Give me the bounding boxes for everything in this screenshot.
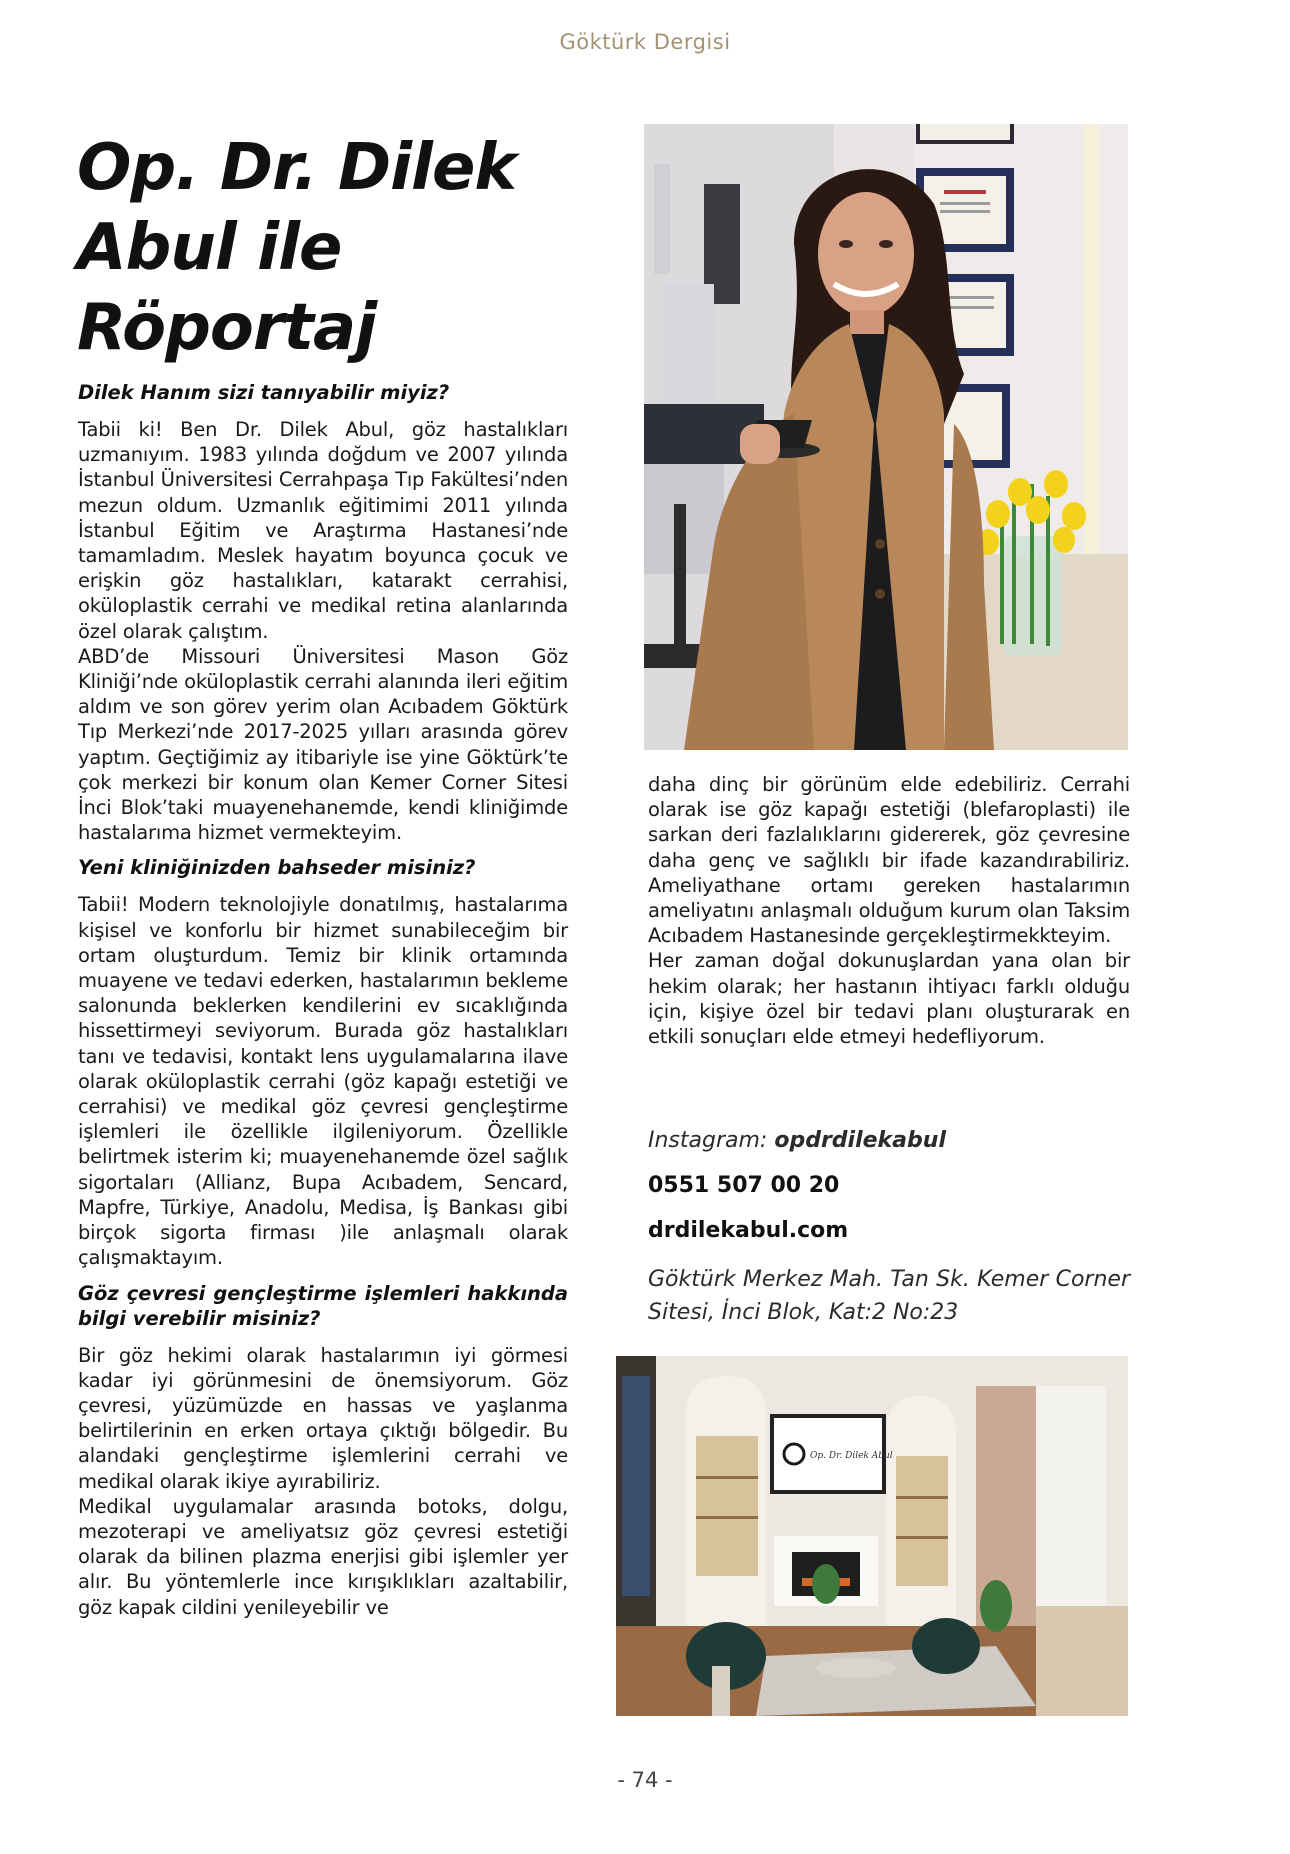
- magazine-header: Göktürk Dergisi: [559, 30, 731, 54]
- clinic-tv-sign: Op. Dr. Dilek Abul: [810, 1451, 893, 1461]
- left-column: [78, 380, 568, 1620]
- article-title: [77, 128, 597, 368]
- doctor-portrait-photo: [644, 124, 1128, 750]
- question-3: Göz çevresi gençleştirme işlemleri hakkında bilgi verebilir misiniz?: [78, 1281, 568, 1330]
- phone-number[interactable]: 0551 507 00 20: [648, 1173, 840, 1198]
- title-line-3: Röportaj: [77, 291, 377, 365]
- answer-1-paragraph-1: Tabii ki! Ben Dr. Dilek Abul, göz hastalıkları uzmanıyım. 1983 yılında doğdum ve 2007 yılında İstanbul Üniversitesi Cerrahpaşa Tıp Fakültesi’nden mezun oldum. Uzmanlık eğitimimi 2011 yılında İstanbul Eğitim ve Araştırma Hastanesi’nde tamamladım. Meslek hayatım boyunca çocuk ve erişkin göz hastalıkları, katarakt cerrahisi, oküloplastik cerrahi ve medikal retina alanlarında özel olarak çalıştım.: [78, 418, 568, 643]
- clinic-interior-photo: [616, 1356, 1128, 1716]
- question-1: Dilek Hanım sizi tanıyabilir miyiz?: [78, 381, 450, 404]
- right-column: [648, 772, 1130, 1049]
- clinic-address: Göktürk Merkez Mah. Tan Sk. Kemer Corner Sitesi, İnci Blok, Kat:2 No:23: [648, 1267, 1130, 1325]
- contact-block: [648, 1128, 1130, 1329]
- question-2: Yeni kliniğinizden bahseder misiniz?: [78, 856, 476, 880]
- website-link[interactable]: drdilekabul.com: [648, 1218, 849, 1243]
- answer-1-paragraph-2: ABD’de Missouri Üniversitesi Mason Göz Kliniği’nde oküloplastik cerrahi alanında ileri eğitim aldım ve son görev yerim olan Acıbadem Göktürk Tıp Merkezi’nde 2017-2025 yılları arasında görev yaptım. Geçtiğimiz ay itibariyle ise yine Göktürk’te çok merkezi bir konum olan Kemer Corner Sitesi İnci Blok’taki muayenehanemde, kendi kliniğimde hastalarıma hizmet vermekteyim.: [78, 644, 568, 845]
- title-line-1: Op. Dr. Dilek: [77, 131, 516, 205]
- answer-2: Tabii! Modern teknolojiyle donatılmış, hastalarıma kişisel ve konforlu bir hizmet sunabileceğim bir ortam oluşturdum. Temiz bir klinik ortamında muayene ve tedavi ederken, hastalarımın bekleme salonunda beklerken kendilerini ev sıcaklığında hissettirmeyi seviyorum. Burada göz hastalıkları tanı ve tedavisi, kontakt lens uygulamalarına ilave olarak oküloplastik cerrahi (göz kapağı estetiği ve cerrahisi) ve medikal göz çevresi gençleştirme işlemleri ile özellikle ilgileniyorum. Özellikle belirtmek isterim ki; muayenehanemde özel sağlık sigortaları (Allianz, Bupa Acıbadem, Sencard, Mapfre, Türkiye, Anadolu, Medisa, İş Bankası gibi birçok sigorta firması )ile anlaşmalı olarak çalışmaktayım.: [78, 893, 568, 1270]
- answer-3-paragraph-3: daha dinç bir görünüm elde edebiliriz. Cerrahi olarak ise göz kapağı estetiği (blefaroplasti) ile sarkan deri fazlalıklarını gidererek, göz çevresine daha genç ve sağlıklı bir ifade kazandırabiliriz. Ameliyathane ortamı gereken hastalarımın ameliyatını anlaşmalı olduğum kurum olan Taksim Acıbadem Hastanesinde gerçekleştirmekkteyim.: [648, 773, 1130, 948]
- instagram-line: [648, 1128, 1130, 1153]
- title-line-2: Abul ile: [77, 211, 342, 285]
- instagram-label: Instagram:: [648, 1128, 768, 1153]
- answer-3-paragraph-2: Medikal uygulamalar arasında botoks, dolgu, mezoterapi ve ameliyatsız göz çevresi estetiği olarak da bilinen plazma enerjisi gibi işlemler yer alır. Bu yöntemlerle ince kırışıklıkları azaltabilir, göz kapak cildini yenileyebilir ve: [78, 1494, 568, 1619]
- page-number: - 74 -: [617, 1768, 673, 1792]
- answer-3-paragraph-1: Bir göz hekimi olarak hastalarımın iyi görmesi kadar iyi görünmesini de önemsiyorum. Göz çevresi, yüzümüzde en hassas ve yaşlanma belirtilerinin en erken ortaya çıktığı bölgedir. Bu alandaki gençleştirme işlemlerini cerrahi ve medikal olarak ikiye ayırabiliriz.: [78, 1343, 568, 1493]
- instagram-handle[interactable]: opdrdilekabul: [774, 1128, 946, 1153]
- answer-3-paragraph-4: Her zaman doğal dokunuşlardan yana olan bir hekim olarak; her hastanın ihtiyacı farklı olduğu için, kişiye özel bir tedavi planı oluşturarak en etkili sonuçları elde etmeyi hedefliyorum.: [648, 949, 1130, 1049]
